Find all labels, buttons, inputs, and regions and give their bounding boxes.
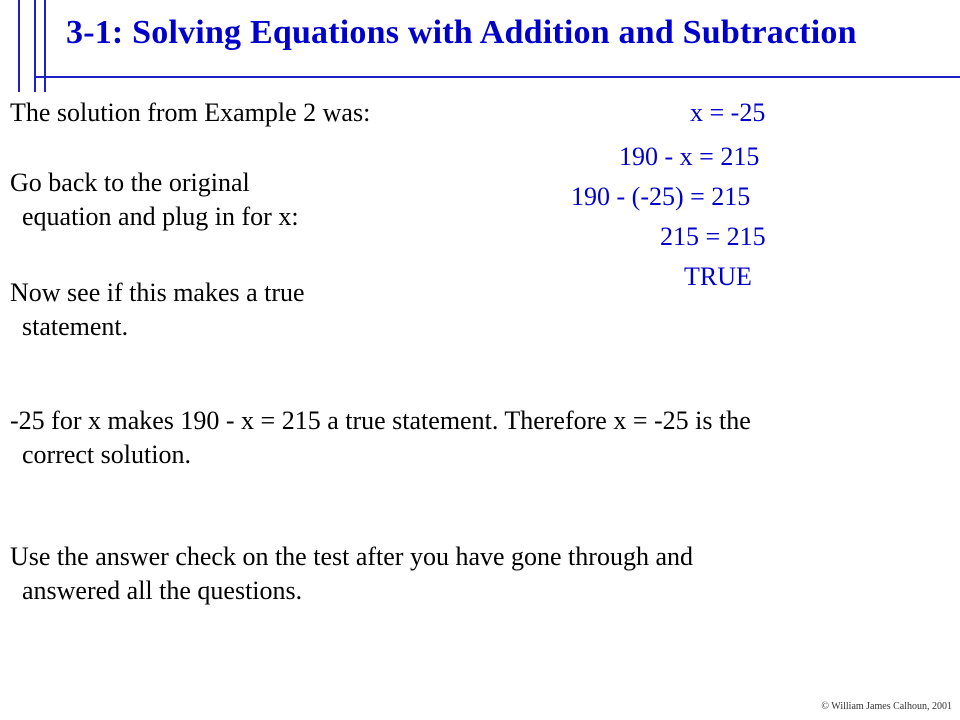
equation-simplified: 215 = 215 <box>660 222 766 251</box>
step-plug-in <box>10 166 299 234</box>
step-check-true-line2: statement. <box>22 312 129 341</box>
left-rule-3 <box>44 0 46 92</box>
equation-original: 190 - x = 215 <box>619 142 760 171</box>
title-underline <box>34 76 960 78</box>
equation-result: TRUE <box>684 262 752 291</box>
conclusion <box>10 404 751 472</box>
conclusion-line2: correct solution. <box>22 440 191 469</box>
answer-check-tip-line2: answered all the questions. <box>22 576 303 605</box>
step-plug-in-line1: Go back to the original <box>10 168 250 197</box>
slide-title: 3-1: Solving Equations with Addition and Subtraction <box>66 14 857 51</box>
conclusion-line1: -25 for x makes 190 - x = 215 a true statement. Therefore x = -25 is the <box>10 406 751 435</box>
step-plug-in-line2: equation and plug in for x: <box>22 202 299 231</box>
left-rule-1 <box>18 0 20 92</box>
equation-substituted: 190 - (-25) = 215 <box>571 182 751 211</box>
solution-value: x = -25 <box>690 98 766 127</box>
step-check-true <box>10 276 305 344</box>
step-check-true-line1: Now see if this makes a true <box>10 278 305 307</box>
answer-check-tip <box>10 540 693 608</box>
intro-label: The solution from Example 2 was: <box>10 98 371 127</box>
answer-check-tip-line1: Use the answer check on the test after you have gone through and <box>10 542 693 571</box>
copyright-notice: © William James Calhoun, 2001 <box>821 701 952 712</box>
left-rule-2 <box>34 0 36 92</box>
